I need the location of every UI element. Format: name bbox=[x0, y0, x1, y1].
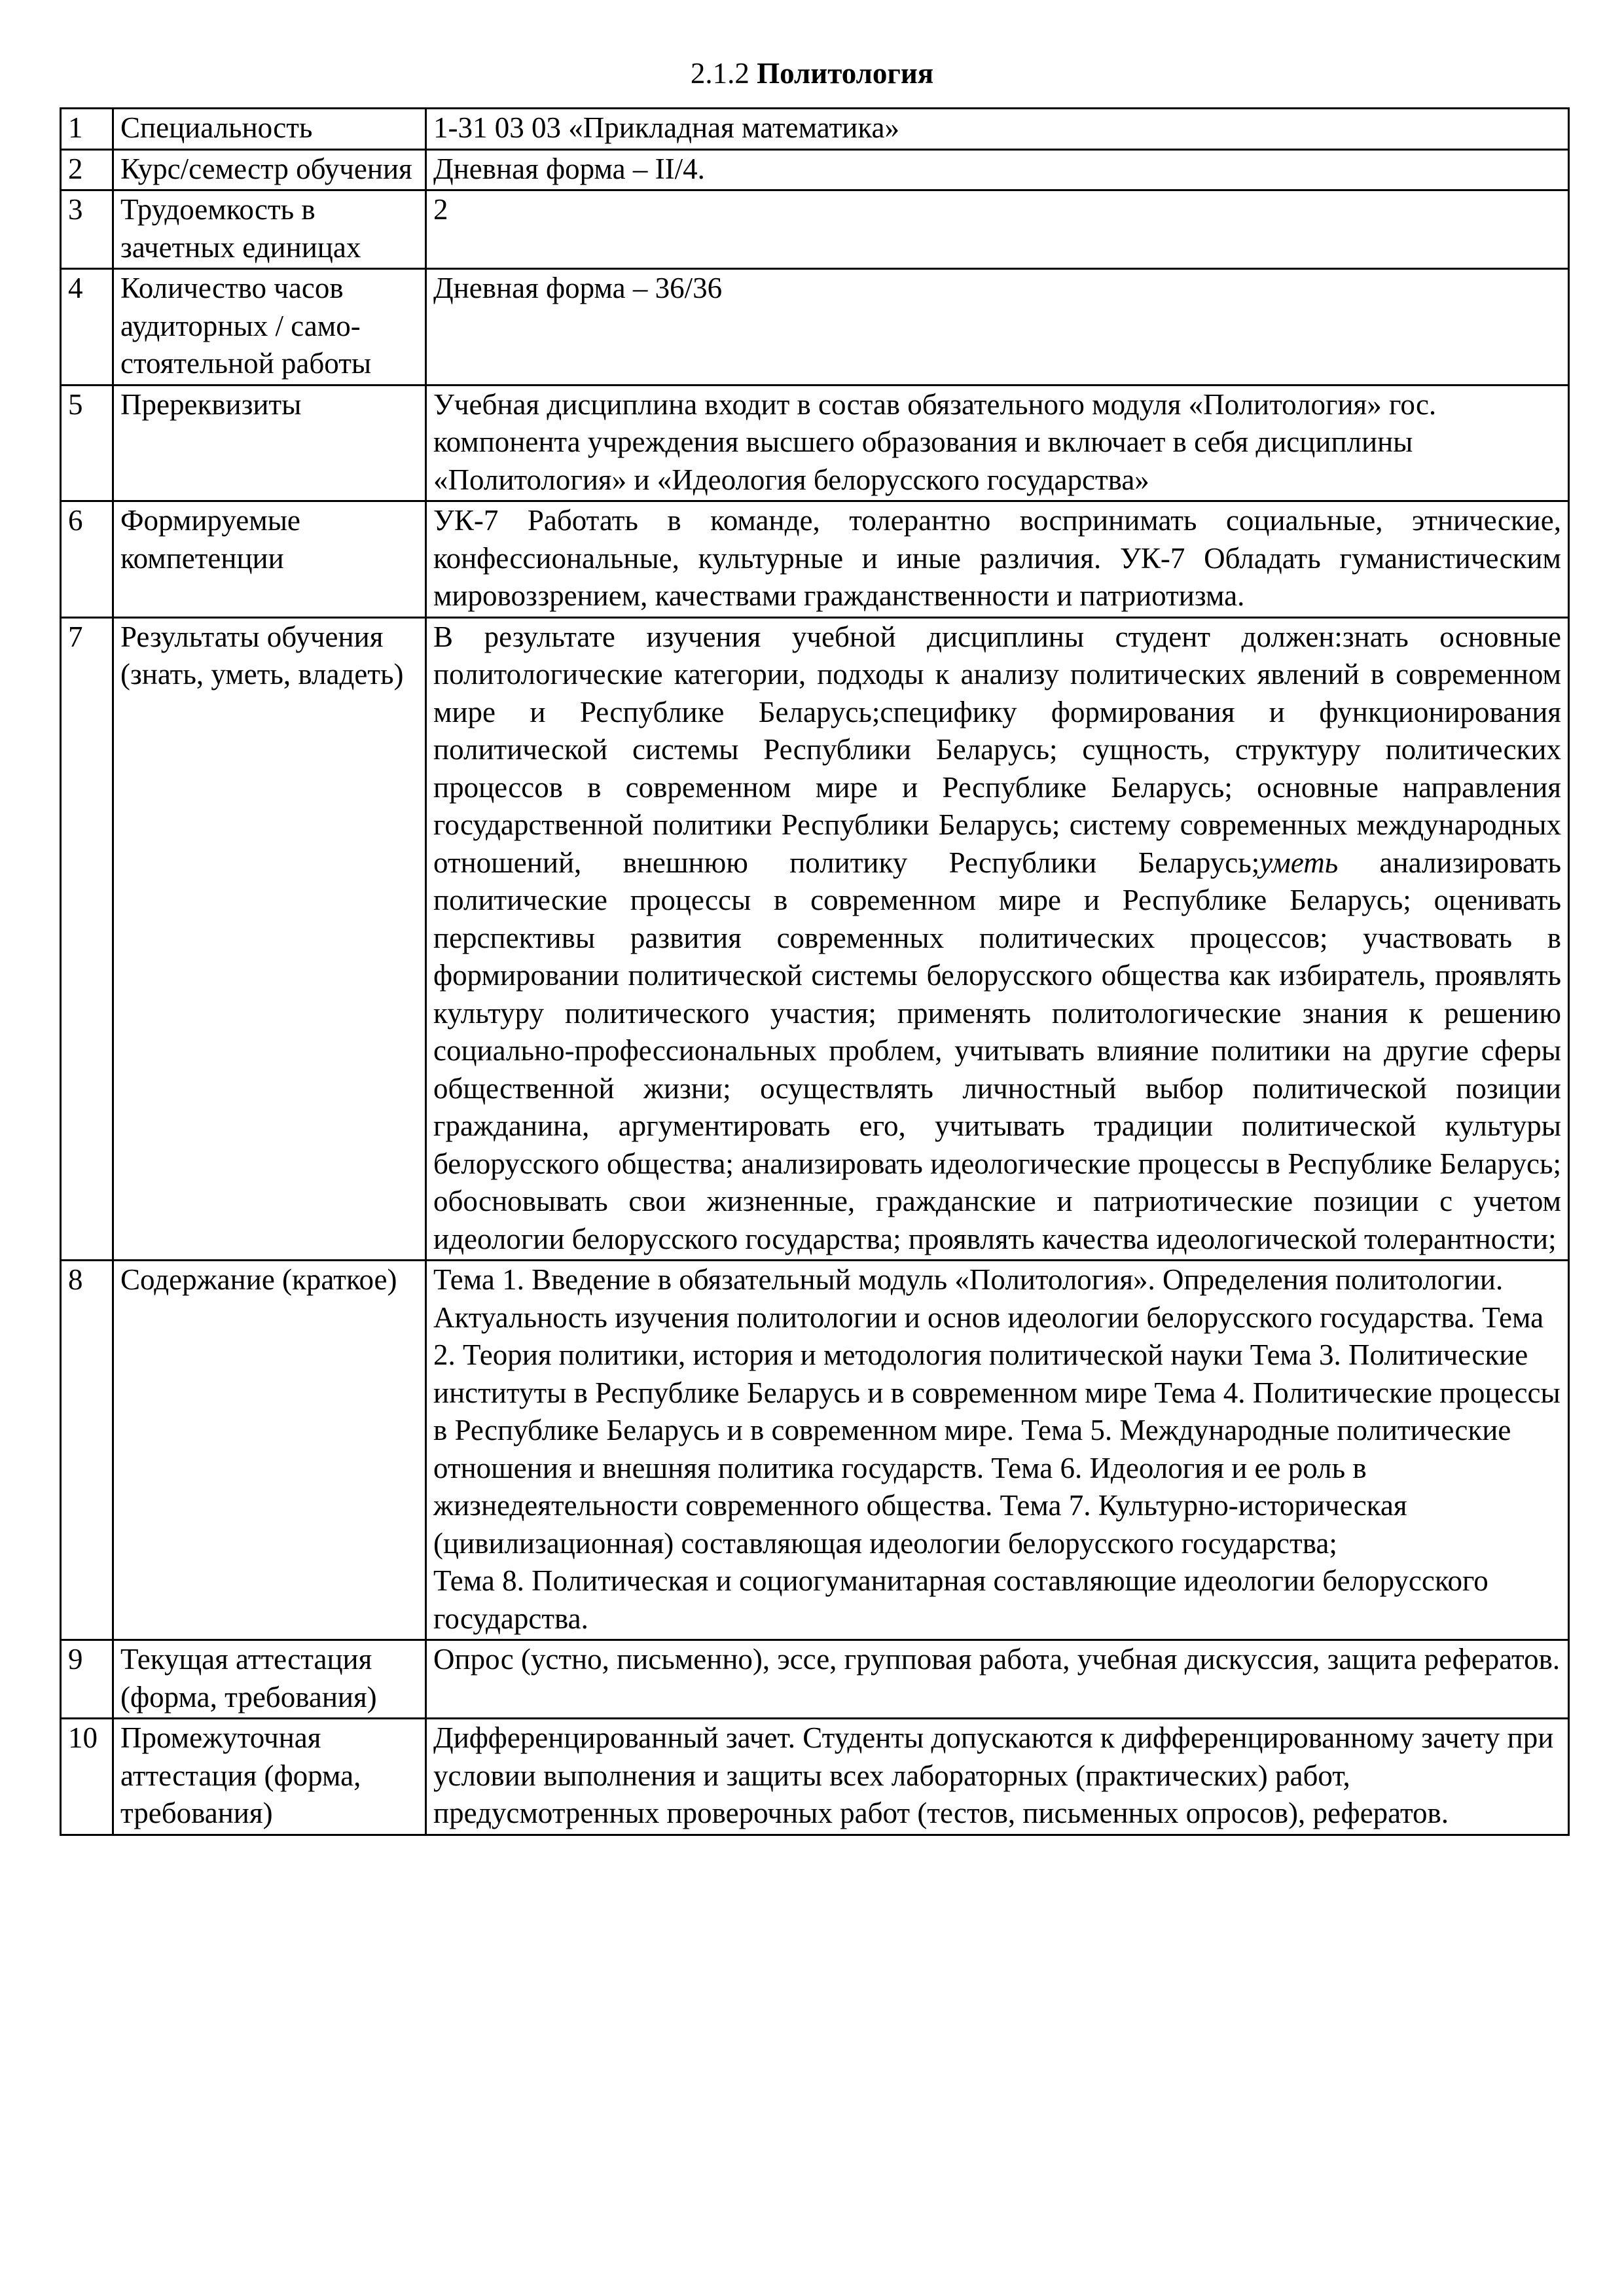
outcomes-emphasis: уметь bbox=[1259, 846, 1339, 879]
row-label: Трудоемкость в зачетных единицах bbox=[113, 190, 426, 269]
row-value bbox=[426, 617, 1569, 1261]
row-label: Пререквизиты bbox=[113, 385, 426, 501]
row-value: 1-31 03 03 «Прикладная математика» bbox=[426, 109, 1569, 150]
row-number: 5 bbox=[61, 385, 113, 501]
row-label: Результаты обучения (знать, уметь, владеть) bbox=[113, 617, 426, 1261]
row-number: 8 bbox=[61, 1261, 113, 1640]
row-value: Учебная дисциплина входит в состав обязательного модуля «Политология» гос. компонента учреждения высшего образования и включает в себя дисциплины «Политология» и «Идеология белорусского государства» bbox=[426, 385, 1569, 501]
row-number: 1 bbox=[61, 109, 113, 150]
row-number: 6 bbox=[61, 501, 113, 618]
row-number: 9 bbox=[61, 1640, 113, 1719]
row-value bbox=[426, 1261, 1569, 1640]
table-row-current-assessment bbox=[61, 1640, 1569, 1719]
table-row-speciality bbox=[61, 109, 1569, 150]
row-value: Дифференцированный зачет. Студенты допускаются к дифференцированному зачету при условии выполнения и защиты всех лабораторных (практических) работ, предусмотренных проверочных работ (тестов, письменных опросов), рефератов. bbox=[426, 1719, 1569, 1835]
table-row-credits bbox=[61, 190, 1569, 269]
row-value: УК-7 Работать в команде, толерантно воспринимать социальные, этнические, конфессиональные, культурные и иные различия. УК-7 Обладать гуманистическим мировоззрением, качествами гражданственности и патриотизма. bbox=[426, 501, 1569, 618]
table-row-competencies bbox=[61, 501, 1569, 618]
row-label: Текущая аттестация (форма, требования) bbox=[113, 1640, 426, 1719]
row-value: Дневная форма – II/4. bbox=[426, 149, 1569, 190]
page-heading bbox=[0, 55, 1624, 92]
syllabus-table bbox=[60, 107, 1570, 1836]
row-label: Курс/семестр обучения bbox=[113, 149, 426, 190]
outcomes-text-part1: В результате изучения учебной дисциплины студент должен:знать основные политологические категории, подходы к анализу политических явлений в современном мире и Республике Беларусь;специфику формирования и функционирования политической системы Республики Беларусь; сущность, структуру политических процессов в современном мире и Республике Беларусь; основные направления государственной политики Республики Беларусь; систему современных международных отношений, внешнюю политику Республики Беларусь; bbox=[433, 620, 1561, 879]
row-number: 3 bbox=[61, 190, 113, 269]
row-value: Опрос (устно, письменно), эссе, групповая работа, учебная дискуссия, защита рефератов. bbox=[426, 1640, 1569, 1719]
content-text: Тема 1. Введение в обязательный модуль «Политология». Определения политологии. Актуальность изучения политологии и основ идеологии белорусского государства. Тема 2. Теория политики, история и методология политической науки Тема 3. Политические институты в Республике Беларусь и в современном мире Тема 4. Политические процессы в Республике Беларусь и в современном мире. Тема 5. Международные политические отношения и внешняя политика государств. Тема 6. Идеология и ее роль в жизнедеятельности современного общества. Тема 7. Культурно-историческая (цивилизационная) составляющая идеологии белорусского государства; bbox=[433, 1263, 1561, 1560]
table-row-hours bbox=[61, 269, 1569, 386]
row-value: 2 bbox=[426, 190, 1569, 269]
table-row-learning-outcomes bbox=[61, 617, 1569, 1261]
row-number: 10 bbox=[61, 1719, 113, 1835]
table-row-content bbox=[61, 1261, 1569, 1640]
row-label: Промежуточная аттестация (форма, требования) bbox=[113, 1719, 426, 1835]
table-row-course-semester bbox=[61, 149, 1569, 190]
row-number: 7 bbox=[61, 617, 113, 1261]
row-label: Содержание (краткое) bbox=[113, 1261, 426, 1640]
row-number: 4 bbox=[61, 269, 113, 386]
row-number: 2 bbox=[61, 149, 113, 190]
row-label: Количество часов аудиторных / само-стоятельной работы bbox=[113, 269, 426, 386]
row-value: Дневная форма – 36/36 bbox=[426, 269, 1569, 386]
table-row-prerequisites bbox=[61, 385, 1569, 501]
row-label: Специальность bbox=[113, 109, 426, 150]
table-row-intermediate-assessment bbox=[61, 1719, 1569, 1835]
content-text-line2: Тема 8. Политическая и социогуманитарная составляющие идеологии белорусского государства. bbox=[433, 1564, 1489, 1635]
outcomes-text-part2: анализировать политические процессы в современном мире и Республике Беларусь; оценивать перспективы развития современных политических процессов; участвовать в формировании политической системы белорусского общества как избиратель, проявлять культуру политического участия; применять политологические знания к решению социально-профессиональных проблем, учитывать влияние политики на другие сферы общественной жизни; осуществлять личностный выбор политической позиции гражданина, аргументировать его, учитывать традиции политической культуры белорусского общества; анализировать идеологические процессы в Республике Беларусь; обосновывать свои жизненные, гражданские и патриотические позиции с учетом идеологии белорусского государства; проявлять качества идеологической толерантности; bbox=[433, 846, 1561, 1255]
row-label: Формируемые компетенции bbox=[113, 501, 426, 618]
heading-number: 2.1.2 bbox=[690, 57, 749, 90]
heading-title: Политология bbox=[757, 57, 934, 90]
